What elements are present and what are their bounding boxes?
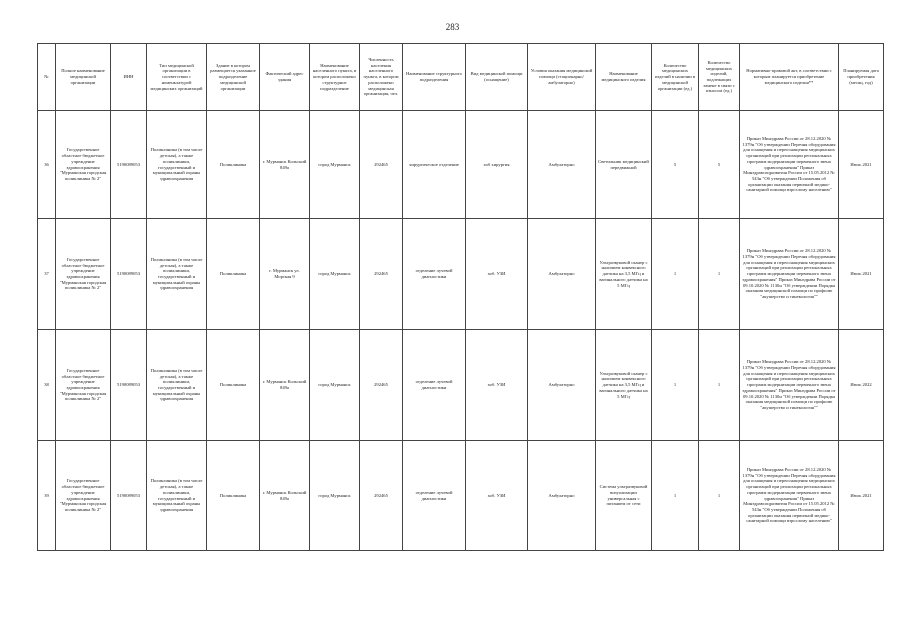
header-cell: Полное наименование медицинской организации	[56, 44, 111, 111]
header-cell: Вид медицинской помощи (оснащение)	[466, 44, 528, 111]
cell-number: 38	[38, 330, 56, 441]
cell-quantity: 1	[652, 330, 699, 441]
header-cell: Количество медицинских изделий в наличии в медицинской организации (ед.)	[652, 44, 699, 111]
header-cell: Нормативно-правовой акт, в соответствии с которым планируется приобретение медицинского изделия**	[740, 44, 839, 111]
cell-care-type: хоб. УЗИ	[466, 441, 528, 551]
cell-inn: 5190089053	[111, 111, 147, 219]
cell-device: Светильник медицинский передвижной	[596, 111, 652, 219]
cell-conditions: Амбулаторно	[528, 219, 596, 330]
header-cell: Фактический адрес здания	[260, 44, 310, 111]
cell-address: г. Мурманск Кольский 849а	[260, 441, 310, 551]
cell-address: г. Мурманск Кольский 849а	[260, 330, 310, 441]
cell-replace-quantity: 1	[699, 441, 740, 551]
cell-inn: 5190089053	[111, 219, 147, 330]
cell-device: Ультразвуковой сканер с наличием конвексного датчика на 3,5 МГц и вагинального датчика на 5 МГц	[596, 330, 652, 441]
cell-care-type: хоб хирургия	[466, 111, 528, 219]
cell-settlement: город Мурманск	[310, 441, 360, 551]
cell-care-type: хоб. УЗИ	[466, 219, 528, 330]
cell-org-type: Поликлиника (в том числе детская), а также поликлиники, государственный и муниципальный охраны здравоохранения	[147, 330, 207, 441]
cell-inn: 5190089053	[111, 330, 147, 441]
cell-conditions: Амбулаторно	[528, 441, 596, 551]
cell-quantity: 1	[652, 219, 699, 330]
cell-building: Поликлиника	[207, 330, 260, 441]
cell-address: г. Мурманск ул. Морская 9	[260, 219, 310, 330]
cell-inn: 5190089053	[111, 441, 147, 551]
cell-address: г. Мурманск Кольский 849а	[260, 111, 310, 219]
equipment-register-table	[37, 43, 884, 551]
cell-organization: Государственное областное бюджетное учреждение здравоохранения "Мурманская городская поликлиника № 2"	[56, 219, 111, 330]
cell-unit: отделение лучевой диагностики	[403, 219, 466, 330]
header-cell: Здание в котором размещается указанное подразделение медицинской организации	[207, 44, 260, 111]
cell-population: 292465	[360, 441, 403, 551]
cell-population: 292465	[360, 219, 403, 330]
cell-org-type: Поликлиника (в том числе детская), а также поликлиники, государственный и муниципальный охраны здравоохранения	[147, 111, 207, 219]
cell-purchase-date: Июль 2021	[839, 111, 884, 219]
cell-settlement: город Мурманск	[310, 330, 360, 441]
cell-organization: Государственное областное бюджетное учреждение здравоохранения "Мурманская городская поликлиника № 2"	[56, 330, 111, 441]
header-cell: Тип медицинской организации в соответствии с номенклатурой медицинских организаций	[147, 44, 207, 111]
cell-org-type: Поликлиника (в том числе детская), а также поликлиники, государственный и муниципальный охраны здравоохранения	[147, 441, 207, 551]
cell-legal-act: Приказ Минздрава России от 28.12.2020 № 1379н "Об утверждении Перечня оборудования для оснащения и переоснащения медицинских организаций при реализации региональных программ модернизации первичного звена здравоохранения" Приказ Минздрава России от 09.10.2020 № 1130н "Об утверждении Порядка оказания медицинской помощи по профилю "акушерство и гинекология""	[740, 330, 839, 441]
header-cell: Наименование медицинского изделия	[596, 44, 652, 111]
cell-legal-act: Приказ Минздрава России от 28.12.2020 № 1379н "Об утверждении Перечня оборудования для оснащения и переоснащения медицинских организаций при реализации региональных программ модернизации первичного звена здравоохранения" Приказ Минздрава России от 09.10.2020 № 1130н "Об утверждении Порядка оказания медицинской помощи по профилю "акушерство и гинекология""	[740, 219, 839, 330]
cell-care-type: хоб. УЗИ	[466, 330, 528, 441]
cell-organization: Государственное областное бюджетное учреждение здравоохранения "Мурманская городская поликлиника № 2"	[56, 441, 111, 551]
cell-device: Система ультразвуковой визуализации универсальная с питанием от сети	[596, 441, 652, 551]
cell-conditions: Амбулаторно	[528, 330, 596, 441]
cell-conditions: Амбулаторно	[528, 111, 596, 219]
cell-quantity: 1	[652, 441, 699, 551]
cell-quantity: 5	[652, 111, 699, 219]
cell-unit: отделение лучевой диагностики	[403, 330, 466, 441]
cell-number: 39	[38, 441, 56, 551]
header-cell: Наименование структурного подразделения	[403, 44, 466, 111]
cell-unit: отделение лучевой диагностики	[403, 441, 466, 551]
cell-building: Поликлиника	[207, 219, 260, 330]
cell-legal-act: Приказ Минздрава России от 28.12.2020 № 1379н "Об утверждении Перечня оборудования для оснащения и переоснащения медицинских организаций при реализации региональных программ модернизации первичного звена здравоохранения" Приказ Минздравсоцразвития России от 15.05.2012 № 543н "Об утверждении Положения об организации оказания первичной медико-санитарной помощи взрослому населению"	[740, 441, 839, 551]
header-cell: Планируемая дата приобретения (месяц, год)	[839, 44, 884, 111]
table-header-row	[38, 44, 884, 111]
cell-device: Ультразвуковой сканер с наличием конвексного датчика на 3,5 МГц и вагинального датчика на 5 МГц	[596, 219, 652, 330]
cell-organization: Государственное областное бюджетное учреждение здравоохранения "Мурманская городская поликлиника № 2"	[56, 111, 111, 219]
cell-legal-act: Приказ Минздрава России от 28.12.2020 № 1379н "Об утверждении Перечня оборудования для оснащения и переоснащения медицинских организаций при реализации региональных программ модернизации первичного звена здравоохранения" Приказ Минздравсоцразвития России от 15.05.2012 № 543н "Об утверждении Положения об организации оказания первичной медико-санитарной помощи взрослому населению"	[740, 111, 839, 219]
table-row	[38, 219, 884, 330]
table-row	[38, 330, 884, 441]
cell-number: 36	[38, 111, 56, 219]
header-cell: №	[38, 44, 56, 111]
cell-building: Поликлиника	[207, 441, 260, 551]
cell-org-type: Поликлиника (в том числе детская), а также поликлиники, государственный и муниципальный охраны здравоохранения	[147, 219, 207, 330]
header-cell: ИНН	[111, 44, 147, 111]
cell-replace-quantity: 5	[699, 111, 740, 219]
cell-unit: хирургическое отделение	[403, 111, 466, 219]
header-cell: Численность населения населенного пункта, в котором расположено медицинская организация, чел.	[360, 44, 403, 111]
cell-purchase-date: Июль 2022	[839, 330, 884, 441]
cell-purchase-date: Июль 2021	[839, 441, 884, 551]
cell-settlement: город Мурманск	[310, 219, 360, 330]
cell-replace-quantity: 1	[699, 219, 740, 330]
cell-purchase-date: Июль 2021	[839, 219, 884, 330]
header-cell: Количество медицинских изделий, подлежащих замене в связи с износом (ед.)	[699, 44, 740, 111]
cell-population: 292465	[360, 111, 403, 219]
cell-building: Поликлиника	[207, 111, 260, 219]
cell-replace-quantity: 1	[699, 330, 740, 441]
cell-number: 37	[38, 219, 56, 330]
header-cell: Наименование населенного пункта, в котором расположено структурное подразделение	[310, 44, 360, 111]
table-row	[38, 441, 884, 551]
cell-population: 292465	[360, 330, 403, 441]
page-number: 283	[445, 22, 460, 32]
header-cell: Условия оказания медицинской помощи (стационарно/ амбулаторно)	[528, 44, 596, 111]
cell-settlement: город Мурманск	[310, 111, 360, 219]
table-row	[38, 111, 884, 219]
